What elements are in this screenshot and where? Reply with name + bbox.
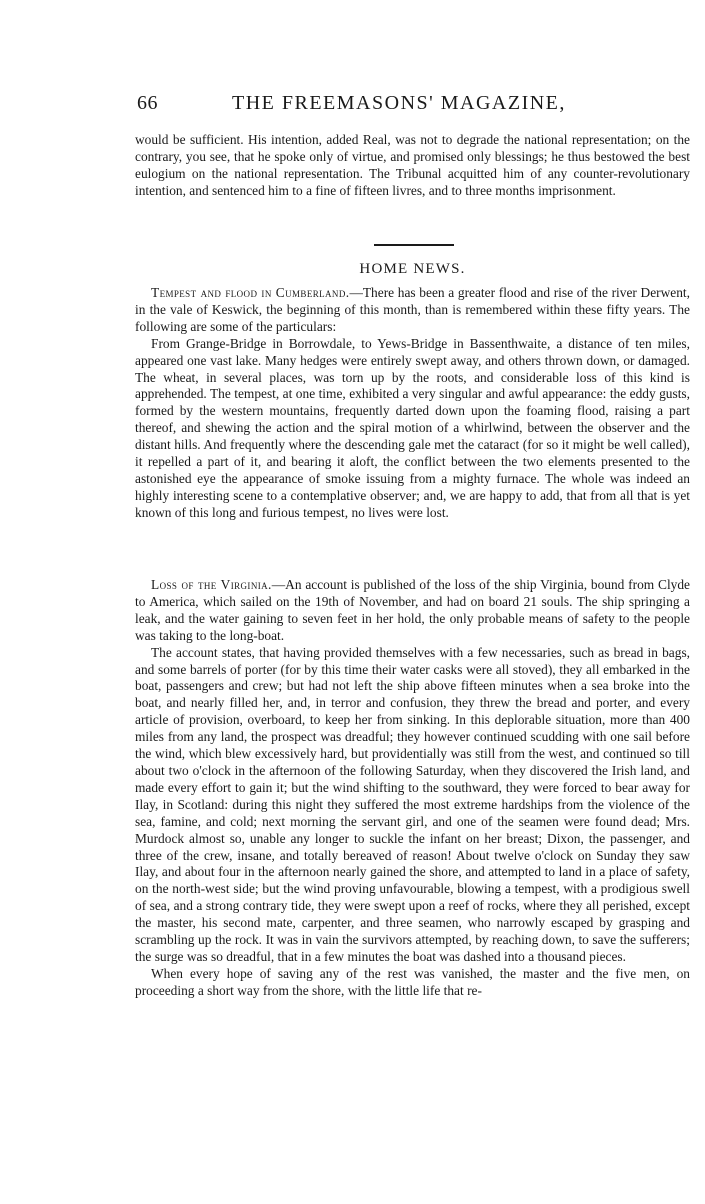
article-paragraph: From Grange-Bridge in Borrowdale, to Yews-Bridge in Bassenthwaite, a distance of ten miles, appeared one vast lake. Many hedges were entirely swept away, and others thrown down, or damaged. The wheat, in several places, was torn up by the roots, and considerable loss of this kind is apprehended. The tempest, at one time, exhibited a very singular and awful appearance: the eddy gusts, formed by the western mountains, frequently darted down upon the foaming flood, raising a part thereof, and shewing the action and the spiral motion of a whirlwind, between the observer and the distant hills. And frequently where the descending gale met the cataract (for so it might be well called), it repelled a part of it, and bearing it aloft, the conflict between the two elements presented to the astonished eye the appearance of smoke issuing from a mighty furnace. The whole was indeed an highly interesting scene to a contemplative observer; and, we are happy to add, that from all that is yet known of this long and furious tempest, no lives were lost.: [135, 335, 690, 520]
continued-paragraph: would be sufficient. His intention, added Real, was not to degrade the national representation; on the contrary, you see, that he spoke only of virtue, and promised only blessings; he thus bestowed the best eulogium on the national representation. The Tribunal acquitted him of any counter-revolutionary intention, and sentenced him to a fine of fifteen livres, and to three months imprisonment.: [135, 132, 690, 198]
article-paragraph: When every hope of saving any of the rest was vanished, the master and the five men, on proceeding a short way from the shore, with the little life that re-: [135, 965, 690, 998]
article-virginia: [135, 577, 690, 1000]
page-number: 66: [137, 92, 158, 114]
article-paragraph: [135, 285, 690, 336]
article-tempest: [135, 285, 690, 522]
running-head: [137, 92, 693, 122]
section-heading: HOME NEWS.: [359, 261, 466, 277]
article-caption: Tempest and flood in Cumberland.: [151, 285, 350, 300]
article-text: —There has been a greater flood and rise of the river Derwent, in the vale of Keswick, the beginning of this month, than is remembered within these fifty years. The following are some of the particulars:: [135, 285, 690, 334]
article-paragraph: [135, 577, 690, 645]
article-paragraph: The account states, that having provided themselves with a few necessaries, such as bread in bags, and some barrels of porter (for by this time their water casks were all stoved), they all embarked in the boat, passengers and crew; but had not left the ship above fifteen minutes when a sea broke into the boat, and nearly filled her, and, in terror and confusion, they threw the bread and porter, and every article of provision, overboard, to keep her from sinking. In this deplorable situation, more than 400 miles from any land, the prospect was dreadful; they however continued scudding with one sail before the wind, which blew excessively hard, but providentially was still from the west, and continued so till about two o'clock in the afternoon of the following Saturday, when they discovered the Irish land, and made every effort to gain it; but the wind shifting to the southward, they were forced to bear away for Ilay, in Scotland: during this night they suffered the most extreme hardships from the violence of the sea, famine, and cold; next morning the servant girl, and one of the seamen were found dead; Mrs. Murdock almost so, unable any longer to suckle the infant on her breast; Dixon, the passenger, and three of the crew, insane, and totally bereaved of reason! About twelve o'clock on Sunday they saw Ilay, and about four in the afternoon nearly gained the shore, and attempted to land in a place of safety, on the north-west side; but the wind proving unfavourable, blowing a tempest, with a prodigious swell of sea, and a strong contrary tide, they were swept upon a reef of rocks, where they all perished, except the master, his second mate, carpenter, and three seamen, who narrowly escaped by grasping and scrambling up the rock. It was in vain the survivors attempted, by reaching down, to save the sufferers; the surge was so dreadful, that in a few minutes the boat was dashed into a thousand pieces.: [135, 644, 690, 964]
continued-article: [135, 132, 690, 200]
running-title: THE FREEMASONS' MAGAZINE,: [232, 92, 566, 114]
article-text: —An account is published of the loss of the ship Virginia, bound from Clyde to America, which sailed on the 19th of November, and had on board 21 souls. The ship springing a leak, and the water gaining to seven feet in her hold, the only probable means of safety to the people was taking to the long-boat.: [135, 577, 691, 643]
article-caption: Loss of the Virginia.: [151, 577, 272, 592]
section-divider-rule: [374, 244, 454, 246]
